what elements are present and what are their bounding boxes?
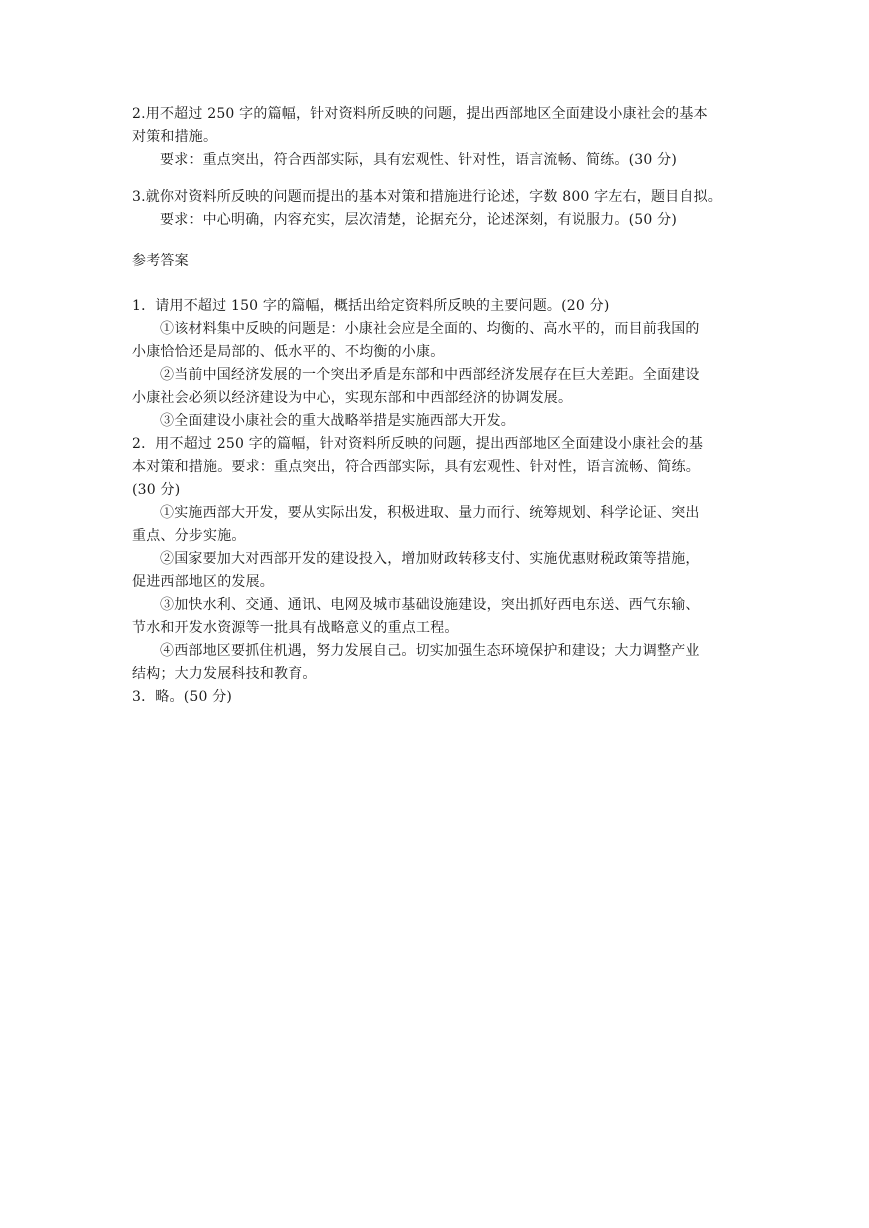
question-3-requirement: 要求：中心明确，内容充实，层次清楚，论据充分，论述深刻，有说服力。(50 分) (160, 212, 677, 228)
answer-3-title: 3．略。(50 分) (132, 689, 233, 705)
answer-1-point-1-line-2: 小康恰恰还是局部的、低水平的、不均衡的小康。 (132, 344, 445, 360)
question-2 (132, 103, 738, 172)
answer-2-title-line-2: 本对策和措施。要求：重点突出，符合西部实际，具有宏观性、针对性，语言流畅、简练。 (132, 459, 700, 475)
answer-2-point-2-line-2: 促进西部地区的发展。 (132, 574, 274, 590)
question-2-requirement: 要求：重点突出，符合西部实际，具有宏观性、针对性，语言流畅、简练。(30 分) (160, 152, 677, 168)
answer-3 (132, 686, 738, 709)
answer-2 (132, 433, 738, 686)
answer-1-title: 1．请用不超过 150 字的篇幅，概括出给定资料所反映的主要问题。(20 分) (132, 298, 610, 314)
answer-1 (132, 295, 738, 433)
answer-2-title-line-1: 2．用不超过 250 字的篇幅，针对资料所反映的问题，提出西部地区全面建设小康社会的基 (132, 436, 704, 452)
answer-1-point-3: ③全面建设小康社会的重大战略举措是实施西部大开发。 (160, 413, 515, 429)
answer-1-point-2-line-1: ②当前中国经济发展的一个突出矛盾是东部和中西部经济发展存在巨大差距。全面建设 (160, 367, 700, 383)
answer-2-point-3-line-1: ③加快水利、交通、通讯、电网及城市基础设施建设，突出抓好西电东送、西气东输、 (160, 597, 700, 613)
answer-2-point-3-line-2: 节水和开发水资源等一批具有战略意义的重点工程。 (132, 620, 459, 636)
question-3 (132, 186, 738, 232)
answer-1-point-1-line-1: ①该材料集中反映的问题是：小康社会应是全面的、均衡的、高水平的，而目前我国的 (160, 321, 700, 337)
answer-2-point-2-line-1: ②国家要加大对西部开发的建设投入，增加财政转移支付、实施优惠财税政策等措施， (160, 551, 700, 567)
answer-2-point-4-line-1: ④西部地区要抓住机遇，努力发展自己。切实加强生态环境保护和建设；大力调整产业 (160, 643, 700, 659)
answer-2-title-line-3: (30 分) (132, 482, 181, 498)
answer-2-point-1-line-1: ①实施西部大开发，要从实际出发，积极进取、量力而行、统筹规划、科学论证、突出 (160, 505, 700, 521)
question-2-text-line-1: 2.用不超过 250 字的篇幅，针对资料所反映的问题，提出西部地区全面建设小康社会的基本 (132, 106, 708, 122)
answer-2-point-4-line-2: 结构；大力发展科技和教育。 (132, 666, 317, 682)
document-page (132, 103, 738, 709)
question-3-text: 3.就你对资料所反映的问题而提出的基本对策和措施进行论述，字数 800 字左右，题目自拟。 (132, 189, 722, 205)
answer-1-point-2-line-2: 小康社会必须以经济建设为中心，实现东部和中西部经济的协调发展。 (132, 390, 573, 406)
question-2-text-line-2: 对策和措施。 (132, 129, 218, 145)
answers-heading: 参考答案 (132, 253, 189, 269)
answer-2-point-1-line-2: 重点、分步实施。 (132, 528, 246, 544)
